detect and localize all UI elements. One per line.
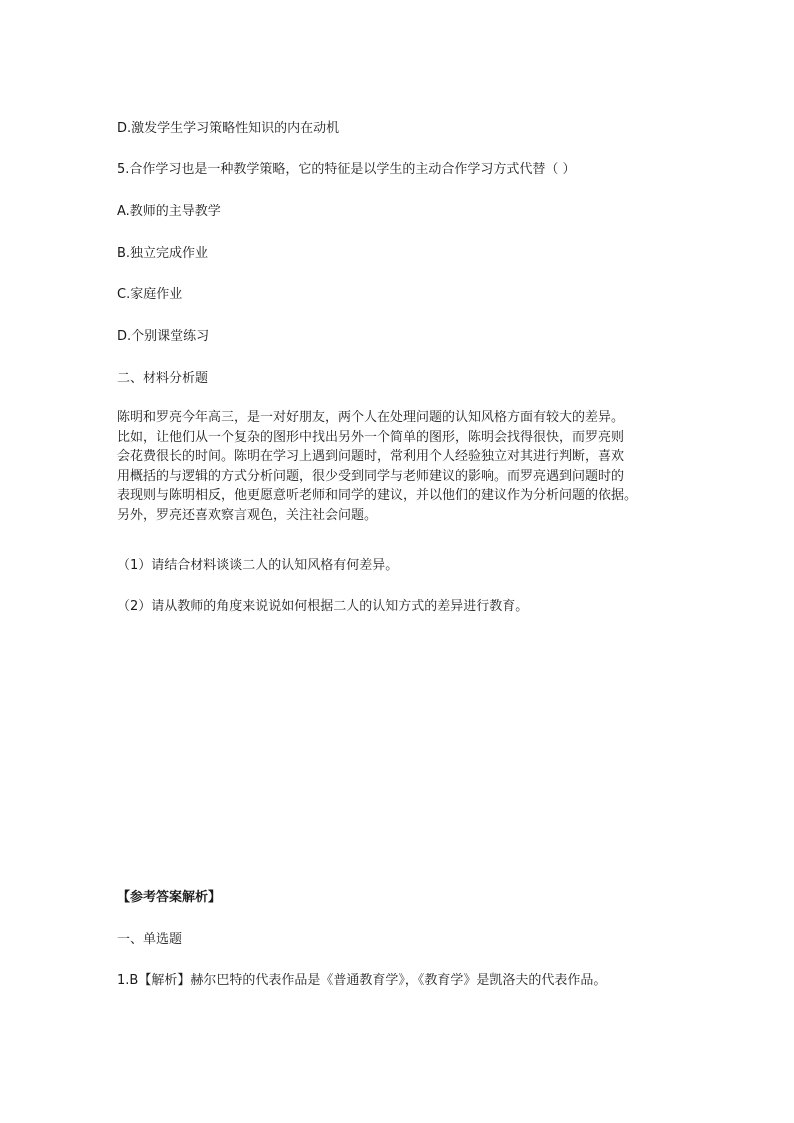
question-5-option-b: B.独立完成作业: [117, 246, 209, 261]
answers-section-one-heading: 一、单选题: [117, 932, 183, 947]
question-5-stem: 5.合作学习也是一种教学策略，它的特征是以学生的主动合作学习方式代替（ ）: [117, 162, 576, 177]
question-5-option-c: C.家庭作业: [117, 287, 183, 302]
question-5-option-a: A.教师的主导教学: [117, 204, 221, 219]
material-line: 表现则与陈明相反，他更愿意听老师和同学的建议，并以他们的建议作为分析问题的依据。: [117, 488, 638, 504]
material-line: 比如，让他们从一个复杂的图形中找出另外一个简单的图形，陈明会找得很快，而罗亮则: [117, 429, 625, 445]
sub-question-1: （1）请结合材料谈谈二人的认知风格有何差异。: [117, 558, 399, 573]
material-line: 另外，罗亮还喜欢察言观色，关注社会问题。: [117, 507, 378, 523]
answer-item-1: 1.B【解析】赫尔巴特的代表作品是《普通教育学》，《教育学》是凯洛夫的代表作品。: [117, 973, 607, 988]
section-two-heading: 二、材料分析题: [117, 371, 209, 386]
material-line: 陈明和罗亮今年高三，是一对好朋友，两个人在处理问题的认知风格方面有较大的差异。: [117, 410, 625, 425]
question-4-option-d: D.激发学生学习策略性知识的内在动机: [117, 121, 340, 136]
answers-heading: 【参考答案解析】: [117, 890, 222, 905]
material-paragraph: [117, 408, 677, 526]
material-line: 用概括的与逻辑的方式分析问题，很少受到同学与老师建议的影响。而罗亮遇到问题时的: [117, 468, 625, 484]
sub-question-2: （2）请从教师的角度来说说如何根据二人的认知方式的差异进行教育。: [117, 599, 529, 614]
question-5-option-d: D.个别课堂练习: [117, 329, 210, 344]
material-line: 会花费很长的时间。陈明在学习上遇到问题时，常利用个人经验独立对其进行判断，喜欢: [117, 449, 625, 465]
